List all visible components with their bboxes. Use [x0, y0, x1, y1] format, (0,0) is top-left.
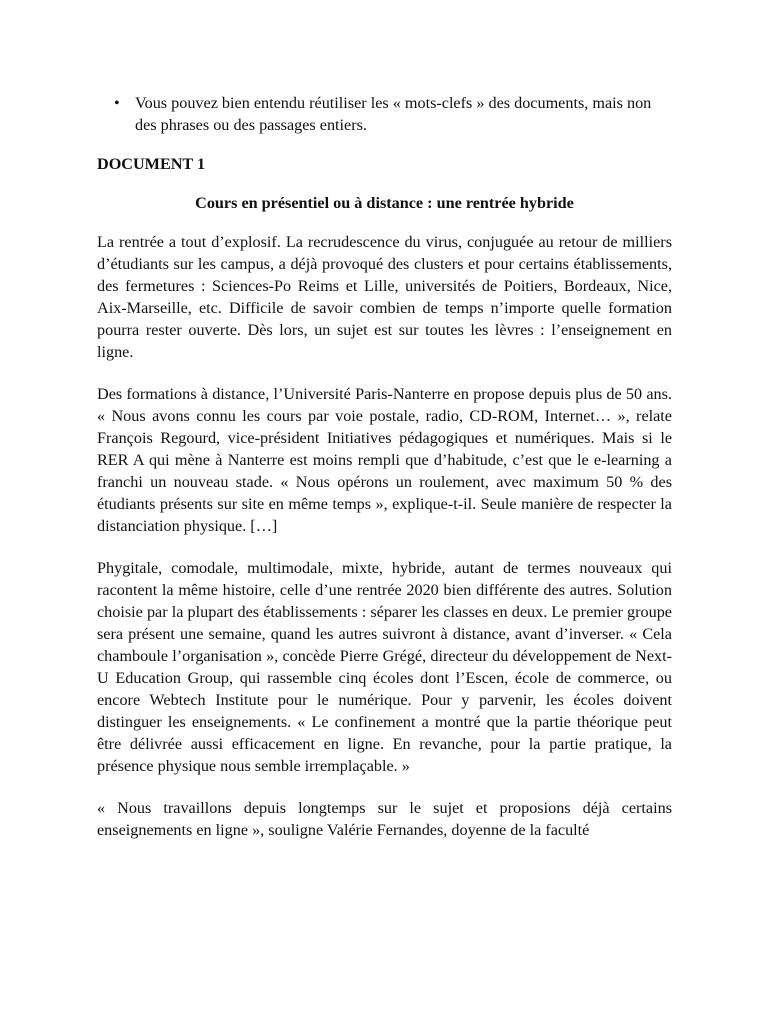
- document-title: Cours en présentiel ou à distance : une rentrée hybride: [195, 194, 574, 212]
- instruction-text: Vous pouvez bien entendu réutiliser les « mots-clefs » des documents, mais non des phrases ou des passages entiers.: [135, 94, 652, 134]
- paragraph-1: La rentrée a tout d’explosif. La recrudescence du virus, conjuguée au retour de milliers d’étudiants sur les campus, a déjà provoqué des clusters et pour certains établissements, des fermetures : Sciences-Po Reims et Lille, universités de Poitiers, Bordeaux, Nice, Aix-Marseille, etc. Difficile de savoir combien de temps n’importe quelle formation pourra rester ouverte. Dès lors, un sujet est sur toutes les lèvres : l’enseignement en ligne.: [97, 233, 672, 361]
- instructions-list: [97, 92, 672, 136]
- paragraph-2: Des formations à distance, l’Université Paris-Nanterre en propose depuis plus de 50 ans. « Nous avons connu les cours par voie postale, radio, CD-ROM, Internet… », relate François Regourd, vice-président Initiatives pédagogiques et numériques. Mais si le RER A qui mène à Nanterre est moins rempli que d’habitude, c’est que le e-learning a franchi un nouveau stade. « Nous opérons un roulement, avec maximum 50 % des étudiants présents sur site en même temps », explique-t-il. Seule manière de respecter la distanciation physique. […]: [97, 385, 672, 535]
- list-item: [97, 92, 672, 136]
- document-page: [97, 92, 672, 861]
- paragraph-3: Phygitale, comodale, multimodale, mixte, hybride, autant de termes nouveaux qui racontent la même histoire, celle d’une rentrée 2020 bien différente des autres. Solution choisie par la plupart des établissements : séparer les classes en deux. Le premier groupe sera présent une semaine, quand les autres suivront à distance, avant d’inverser. « Cela chamboule l’organisation », concède Pierre Grégé, directeur du développement de Next-U Education Group, qui rassemble cinq écoles dont l’Escen, école de commerce, ou encore Webtech Institute pour le numérique. Pour y parvenir, les écoles doivent distinguer les enseignements. « Le confinement a montré que la partie théorique peut être délivrée aussi efficacement en ligne. En revanche, pour la partie pratique, la présence physique nous semble irremplaçable. »: [97, 559, 672, 775]
- paragraph-4: « Nous travaillons depuis longtemps sur le sujet et proposions déjà certains enseignements en ligne », souligne Valérie Fernandes, doyenne de la faculté: [97, 799, 672, 839]
- document-label: DOCUMENT 1: [97, 155, 206, 173]
- bullet-marker: •: [114, 94, 120, 112]
